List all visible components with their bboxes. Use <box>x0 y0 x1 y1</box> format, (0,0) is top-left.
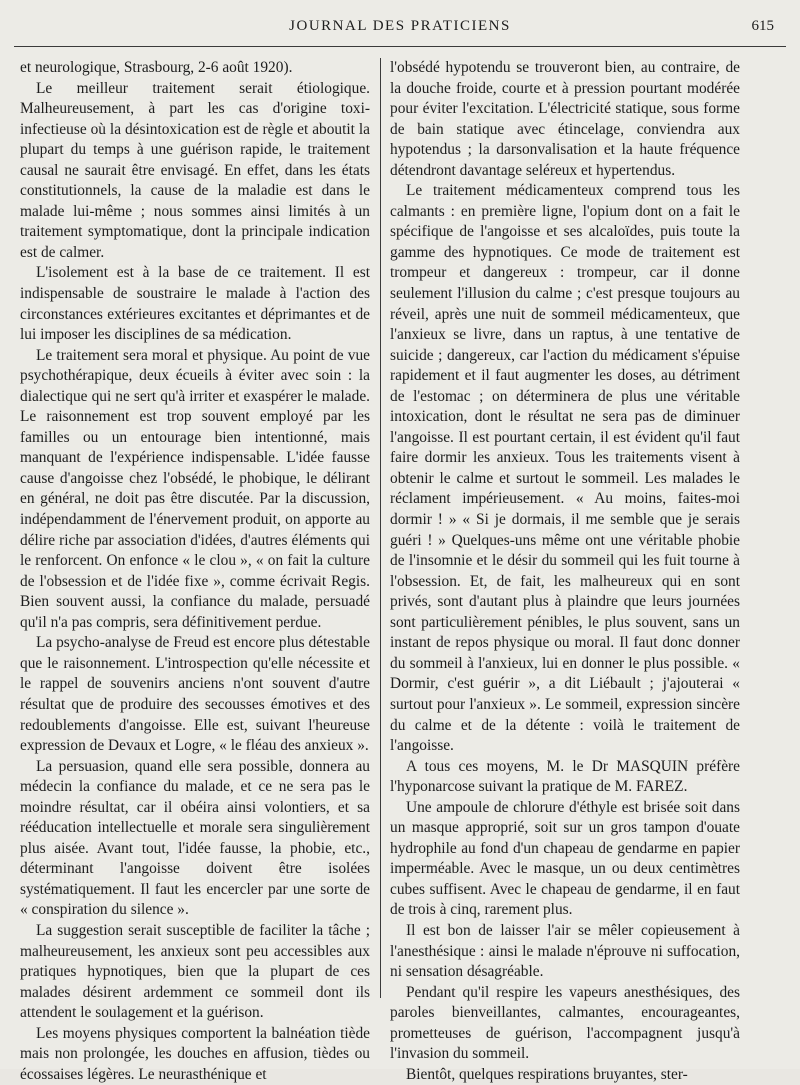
paragraph-moral-physical: Le traitement sera moral et physique. Au point de vue psychothérapique, deux écueils à éviter avec soin : la dialectique qui ne sert qu'à irriter et exaspérer le malade. Le raisonnement est trop souvent employé par les familles ou un entourage bien intentionné, mais manquant de l'expérience indispensable. L'idée fausse cause d'angoisse chez l'obsédé, le phobique, le délirant en général, ne doit pas être discutée. Par la discussion, indépendamment de l'énervement produit, on apporte au délire riche par association d'idées, d'autres éléments qui le renforcent. On enfonce « le clou », « on fait la culture de l'obsession et de l'idée fixe », comme écrivait Regis. Bien souvent aussi, la confiance du malade, persuadé qu'il n'a pas compris, sera définitivement perdue. <box>20 346 370 631</box>
paragraph-etiological-treatment: Le meilleur traitement serait étiologique. Malheureusement, à part les cas d'origine toxi-infectieuse où la désintoxication est de règle et aboutit la plupart du temps à une guérison rapide, le traitement causal ne saurait être envisagé. En effet, dans les états constitutionnels, la cause de la maladie est dans le malade lui-même ; nous sommes ainsi limités à un traitement symptomatique, dont la principale indication est de calmer. <box>20 79 370 261</box>
journal-title: JOURNAL DES PRATICIENS <box>289 18 511 34</box>
paragraph-suggestion: La suggestion serait susceptible de faciliter la tâche ; malheureusement, les anxieux sont peu accessibles aux pratiques hypnotiques, bien que la plupart de ces malades désirent ardemment ce sommeil dont ils attendent le soulagement et la guérison. <box>20 921 370 1022</box>
running-header <box>0 14 800 44</box>
left-column <box>20 58 370 1085</box>
paragraph-persuasion: La persuasion, quand elle sera possible, donnera au médecin la confiance du malade, et ce ne sera pas le moindre résultat, car il obéira ainsi volontiers, et sa rééducation intellectuelle et morale sera singulièrement plus aisée. Avant tout, l'idée fausse, la phobie, etc., déterminant l'angoisse doivent être isolées systématiquement. Il faut les encercler par une sorte de « conspiration du silence ». <box>20 757 370 919</box>
column-separator <box>380 58 381 998</box>
paragraph-ethyl-chloride: Une ampoule de chlorure d'éthyle est brisée soit dans un masque approprié, soit sur un gros tampon d'ouate hydrophile au fond d'un chapeau de gendarme en papier imperméable. Avec le masque, un ou deux centimètres cubes suffisent. Avec le chapeau de gendarme, il en faut de trois à cinq, rarement plus. <box>390 798 740 919</box>
header-rule <box>14 46 786 47</box>
paragraph-psycho-analysis: La psycho-analyse de Freud est encore plus détestable que le raisonnement. L'introspection qu'elle nécessite et le rappel de souvenirs anciens n'ont souvent d'autre résultat que de produire des secousses émotives et des redoublements d'angoisse. Elle est, suivant l'heureuse expression de Devaux et Logre, « le fléau des anxieux ». <box>20 634 370 755</box>
page-number: 615 <box>751 18 774 34</box>
paragraph-breathing: Bientôt, quelques respirations bruyantes, ster- <box>406 1065 688 1083</box>
paragraph-hyponarcosis: A tous ces moyens, M. le Dr MASQUIN préfère l'hyponarcose suivant la pratique de M. FAREZ. <box>390 757 740 796</box>
paragraph-physical-means: Les moyens physiques comportent la balnéation tiède mais non prolongée, les douches en affusion, tièdes ou écossaises légères. Le neurasthénique et <box>20 1024 370 1083</box>
paragraph-air-mixing: Il est bon de laisser l'air se mêler copieusement à l'anesthésique : ainsi le malade n'éprouve ni suffocation, ni sensation désagréable. <box>390 921 740 981</box>
paragraph-isolation: L'isolement est à la base de ce traitement. Il est indispensable de soustraire le malade à l'action des circonstances extérieures excitantes et déprimantes et de lui imposer les disciplines de sa médication. <box>20 264 370 344</box>
paragraph-hydrotherapy: l'obsédé hypotendu se trouveront bien, au contraire, de la douche froide, courte et à pression pourtant modérée pour éviter l'excitation. L'électricité statique, sous forme de bain statique avec étincelage, conviendra aux hypotendus ; la darsonvalisation et la haute fréquence détendront davantage seléreux et hypertendus. <box>390 59 740 179</box>
right-column <box>390 58 740 1085</box>
paragraph-medication: Le traitement médicamenteux comprend tous les calmants : en première ligne, l'opium dont on a fait le spécifique de l'angoisse et ses alcaloïdes, puis toute la gamme des hypnotiques. Ce mode de traitement est trompeur et dangereux : trompeur, car il donne seulement l'illusion du calme ; c'est presque toujours au réveil, après une nuit de sommeil médicamenteux, que l'anxieux se livre, dans un raptus, à une tentative de suicide ; dangereux, car l'action du médicament s'épuise rapidement et il faut augmenter les doses, au détriment de l'estomac ; on déterminera de plus une véritable intoxication, dont le résultat ne sera pas de diminuer l'angoisse. Il est pourtant certain, il est évident qu'il faut faire dormir les anxieux. Tous les traitements visent à obtenir le calme et surtout le sommeil. Les malades le réclament impérieusement. « Au moins, faites-moi dormir ! » « Si je dormais, il me semble que je serais guéri ! » Quelques-uns même ont une véritable phobie de l'insomnie et le désir du sommeil qui les fuit tourne à l'obsession. Et, de fait, les malheureux qui en sont privés, sont d'autant plus à plaindre que leurs journées sont particulièrement pénibles, le plus souvent, sans un instant de repos physique ou moral. Il faut donc donner du sommeil à l'anxieux, lui en donner le plus possible. « Dormir, c'est guérir », a dit Liébault ; j'ajouterai « surtout pour l'anxieux ». Le sommeil, expression sincère du calme et de la détente : voilà le traitement de l'angoisse. <box>390 182 740 755</box>
paragraph-kind-words: Pendant qu'il respire les vapeurs anesthésiques, des paroles bienveillantes, calmantes, encourageantes, prometteuses de guérison, l'accompagnent jusqu'à l'invasion du sommeil. <box>390 983 740 1063</box>
paragraph-citation-end: et neurologique, Strasbourg, 2-6 août 1920). <box>20 59 293 76</box>
